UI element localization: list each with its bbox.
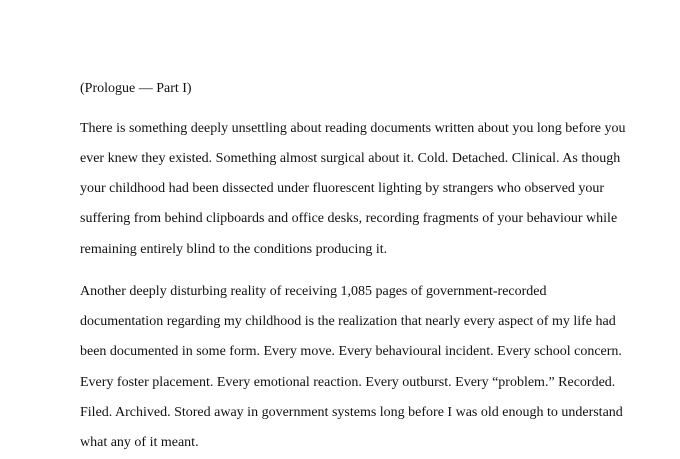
paragraph-2-line-4: Every foster placement. Every emotional reaction. Every outburst. Every “problem.” Recorded. <box>80 375 616 390</box>
paragraph-2-line-3: been documented in some form. Every move. Every behavioural incident. Every school concern. <box>80 344 622 359</box>
paragraph-1-line-3: your childhood had been dissected under fluorescent lighting by strangers who observed your <box>80 181 605 196</box>
prologue-heading: (Prologue — Part I) <box>80 81 192 96</box>
paragraph-2-line-2: documentation regarding my childhood is the realization that nearly every aspect of my life had <box>80 314 616 329</box>
paragraph-1-line-4: suffering from behind clipboards and office desks, recording fragments of your behaviour while <box>80 211 618 226</box>
paragraph-1-line-5: remaining entirely blind to the conditions producing it. <box>80 242 388 257</box>
paragraph-1-line-1: There is something deeply unsettling about reading documents written about you long before you <box>80 121 626 136</box>
paragraph-2-line-6: what any of it meant. <box>80 435 199 450</box>
paragraph-1-line-2: ever knew they existed. Something almost surgical about it. Cold. Detached. Clinical. As though <box>80 151 621 166</box>
paragraph-2-line-5: Filed. Archived. Stored away in government systems long before I was old enough to understand <box>80 405 623 420</box>
paragraph-2-line-1: Another deeply disturbing reality of receiving 1,085 pages of government-recorded <box>80 284 547 299</box>
